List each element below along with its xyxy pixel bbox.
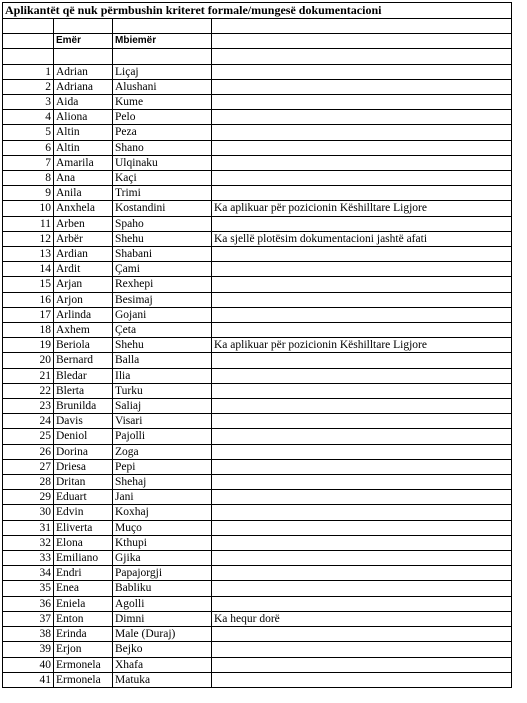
first-name-cell: Eniela: [54, 596, 113, 611]
note-cell: [212, 64, 512, 79]
table-row: [3, 353, 512, 368]
first-name-cell: Arben: [54, 216, 113, 231]
row-number: 18: [3, 323, 54, 338]
note-cell: [212, 125, 512, 140]
note-cell: [212, 79, 512, 94]
table-row: [3, 277, 512, 292]
last-name-cell: Gjika: [113, 551, 212, 566]
row-number: 27: [3, 459, 54, 474]
first-name-cell: Arjan: [54, 277, 113, 292]
first-name-cell: Eliverta: [54, 520, 113, 535]
table-row: [3, 155, 512, 170]
row-number: 39: [3, 642, 54, 657]
row-number: 11: [3, 216, 54, 231]
first-name-cell: Ana: [54, 171, 113, 186]
note-cell: [212, 414, 512, 429]
row-number: 36: [3, 596, 54, 611]
first-name-cell: Arjon: [54, 292, 113, 307]
note-cell: [212, 444, 512, 459]
first-name-cell: Erinda: [54, 627, 113, 642]
first-name-cell: Ermonela: [54, 672, 113, 687]
table-row: [3, 110, 512, 125]
row-number: 31: [3, 520, 54, 535]
table-row: [3, 201, 512, 216]
table-row: [3, 186, 512, 201]
last-name-cell: Kaçi: [113, 171, 212, 186]
row-number: 20: [3, 353, 54, 368]
applicants-sheet: [2, 2, 512, 688]
first-name-cell: Ardian: [54, 247, 113, 262]
first-name-cell: Arbër: [54, 231, 113, 246]
note-cell: Ka sjellë plotësim dokumentacioni jashtë afati: [212, 231, 512, 246]
last-name-cell: Pelo: [113, 110, 212, 125]
last-name-cell: Papajorgji: [113, 566, 212, 581]
row-number: 4: [3, 110, 54, 125]
last-name-cell: Shehu: [113, 338, 212, 353]
note-cell: [212, 672, 512, 687]
first-name-cell: Dritan: [54, 475, 113, 490]
row-number: 29: [3, 490, 54, 505]
first-name-cell: Elona: [54, 535, 113, 550]
table-row: [3, 399, 512, 414]
note-cell: [212, 262, 512, 277]
first-name-cell: Endri: [54, 566, 113, 581]
note-cell: [212, 155, 512, 170]
first-name-cell: Anxhela: [54, 201, 113, 216]
table-row: [3, 79, 512, 94]
row-number: 6: [3, 140, 54, 155]
last-name-cell: Rexhepi: [113, 277, 212, 292]
table-row: [3, 125, 512, 140]
row-number: 23: [3, 399, 54, 414]
note-cell: [212, 490, 512, 505]
last-name-cell: Trimi: [113, 186, 212, 201]
row-number: 5: [3, 125, 54, 140]
table-row: [3, 429, 512, 444]
first-name-cell: Anila: [54, 186, 113, 201]
row-number: 30: [3, 505, 54, 520]
note-cell: [212, 94, 512, 109]
last-name-cell: Kume: [113, 94, 212, 109]
last-name-cell: Koxhaj: [113, 505, 212, 520]
row-number: 40: [3, 657, 54, 672]
note-cell: [212, 475, 512, 490]
first-name-cell: Brunilda: [54, 399, 113, 414]
row-number: 25: [3, 429, 54, 444]
row-number: 38: [3, 627, 54, 642]
note-cell: Ka aplikuar për pozicionin Këshilltare Ligjore: [212, 338, 512, 353]
first-name-cell: Deniol: [54, 429, 113, 444]
first-name-cell: Enton: [54, 611, 113, 626]
applicants-table: [2, 2, 512, 688]
last-name-cell: Matuka: [113, 672, 212, 687]
first-name-cell: Driesa: [54, 459, 113, 474]
last-name-cell: Ilia: [113, 368, 212, 383]
last-name-cell: Zoga: [113, 444, 212, 459]
row-number: 12: [3, 231, 54, 246]
first-name-cell: Dorina: [54, 444, 113, 459]
header-note: [212, 34, 512, 49]
last-name-cell: Turku: [113, 383, 212, 398]
last-name-cell: Jani: [113, 490, 212, 505]
first-name-cell: Erjon: [54, 642, 113, 657]
table-row: [3, 247, 512, 262]
first-name-cell: Eduart: [54, 490, 113, 505]
first-name-cell: Edvin: [54, 505, 113, 520]
last-name-cell: Xhafa: [113, 657, 212, 672]
last-name-cell: Male (Duraj): [113, 627, 212, 642]
row-number: 10: [3, 201, 54, 216]
note-cell: [212, 627, 512, 642]
first-name-cell: Aida: [54, 94, 113, 109]
note-cell: [212, 186, 512, 201]
last-name-cell: Peza: [113, 125, 212, 140]
table-row: [3, 323, 512, 338]
table-row: [3, 171, 512, 186]
row-number: 26: [3, 444, 54, 459]
first-name-cell: Altin: [54, 125, 113, 140]
last-name-cell: Spaho: [113, 216, 212, 231]
table-body: [3, 3, 512, 688]
last-name-cell: Çeta: [113, 323, 212, 338]
note-cell: [212, 520, 512, 535]
header-row: [3, 34, 512, 49]
first-name-cell: Amarila: [54, 155, 113, 170]
first-name-cell: Axhem: [54, 323, 113, 338]
first-name-cell: Altin: [54, 140, 113, 155]
table-row: [3, 368, 512, 383]
note-cell: [212, 383, 512, 398]
row-number: 14: [3, 262, 54, 277]
first-name-cell: Enea: [54, 581, 113, 596]
note-cell: [212, 171, 512, 186]
last-name-cell: Pepi: [113, 459, 212, 474]
table-row: [3, 520, 512, 535]
last-name-cell: Shano: [113, 140, 212, 155]
row-number: 16: [3, 292, 54, 307]
last-name-cell: Babliku: [113, 581, 212, 596]
table-row: [3, 383, 512, 398]
first-name-cell: Adriana: [54, 79, 113, 94]
note-cell: [212, 247, 512, 262]
table-row: [3, 292, 512, 307]
table-row: [3, 566, 512, 581]
table-row: [3, 444, 512, 459]
last-name-cell: Shehaj: [113, 475, 212, 490]
last-name-cell: Dimni: [113, 611, 212, 626]
table-row: [3, 627, 512, 642]
row-number: 34: [3, 566, 54, 581]
note-cell: [212, 216, 512, 231]
row-number: 7: [3, 155, 54, 170]
blank-row: [3, 49, 512, 64]
table-row: [3, 231, 512, 246]
last-name-cell: Shehu: [113, 231, 212, 246]
table-row: [3, 581, 512, 596]
table-row: [3, 262, 512, 277]
row-number: 19: [3, 338, 54, 353]
first-name-cell: Bledar: [54, 368, 113, 383]
table-row: [3, 140, 512, 155]
last-name-cell: Çami: [113, 262, 212, 277]
row-number: 9: [3, 186, 54, 201]
note-cell: [212, 459, 512, 474]
first-name-cell: Ardit: [54, 262, 113, 277]
last-name-cell: Liçaj: [113, 64, 212, 79]
row-number: 37: [3, 611, 54, 626]
first-name-cell: Aliona: [54, 110, 113, 125]
note-cell: [212, 399, 512, 414]
first-name-cell: Emiliano: [54, 551, 113, 566]
last-name-cell: Kostandini: [113, 201, 212, 216]
table-row: [3, 551, 512, 566]
table-row: [3, 475, 512, 490]
sheet-title: Aplikantët që nuk përmbushin kriteret formale/mungesë dokumentacioni: [3, 3, 512, 19]
table-row: [3, 596, 512, 611]
row-number: 28: [3, 475, 54, 490]
last-name-cell: Saliaj: [113, 399, 212, 414]
note-cell: Ka aplikuar për pozicionin Këshilltare Ligjore: [212, 201, 512, 216]
last-name-cell: Pajolli: [113, 429, 212, 444]
last-name-cell: Gojani: [113, 307, 212, 322]
note-cell: [212, 566, 512, 581]
row-number: 22: [3, 383, 54, 398]
first-name-cell: Adrian: [54, 64, 113, 79]
table-row: [3, 64, 512, 79]
table-row: [3, 490, 512, 505]
row-number: 41: [3, 672, 54, 687]
first-name-cell: Arlinda: [54, 307, 113, 322]
blank-row: [3, 19, 512, 34]
table-row: [3, 657, 512, 672]
row-number: 2: [3, 79, 54, 94]
header-num: [3, 34, 54, 49]
first-name-cell: Bernard: [54, 353, 113, 368]
row-number: 21: [3, 368, 54, 383]
row-number: 17: [3, 307, 54, 322]
first-name-cell: Blerta: [54, 383, 113, 398]
note-cell: [212, 581, 512, 596]
row-number: 1: [3, 64, 54, 79]
table-row: [3, 216, 512, 231]
last-name-cell: Muço: [113, 520, 212, 535]
header-last-name: Mbiemër: [113, 34, 212, 49]
table-row: [3, 535, 512, 550]
table-row: [3, 414, 512, 429]
first-name-cell: Ermonela: [54, 657, 113, 672]
row-number: 35: [3, 581, 54, 596]
table-row: [3, 459, 512, 474]
table-row: [3, 307, 512, 322]
row-number: 24: [3, 414, 54, 429]
title-row: [3, 3, 512, 19]
note-cell: [212, 657, 512, 672]
row-number: 32: [3, 535, 54, 550]
note-cell: [212, 505, 512, 520]
note-cell: [212, 642, 512, 657]
last-name-cell: Kthupi: [113, 535, 212, 550]
table-row: [3, 94, 512, 109]
note-cell: [212, 277, 512, 292]
table-row: [3, 505, 512, 520]
note-cell: [212, 110, 512, 125]
row-number: 3: [3, 94, 54, 109]
note-cell: [212, 551, 512, 566]
note-cell: [212, 307, 512, 322]
note-cell: [212, 535, 512, 550]
note-cell: [212, 292, 512, 307]
row-number: 13: [3, 247, 54, 262]
table-row: [3, 338, 512, 353]
row-number: 15: [3, 277, 54, 292]
table-row: [3, 611, 512, 626]
row-number: 33: [3, 551, 54, 566]
header-first-name: Emër: [54, 34, 113, 49]
note-cell: [212, 140, 512, 155]
last-name-cell: Shabani: [113, 247, 212, 262]
first-name-cell: Beriola: [54, 338, 113, 353]
last-name-cell: Visari: [113, 414, 212, 429]
note-cell: [212, 353, 512, 368]
first-name-cell: Davis: [54, 414, 113, 429]
table-row: [3, 672, 512, 687]
note-cell: [212, 368, 512, 383]
last-name-cell: Alushani: [113, 79, 212, 94]
last-name-cell: Bejko: [113, 642, 212, 657]
note-cell: [212, 323, 512, 338]
note-cell: Ka hequr dorë: [212, 611, 512, 626]
last-name-cell: Ulqinaku: [113, 155, 212, 170]
last-name-cell: Agolli: [113, 596, 212, 611]
note-cell: [212, 596, 512, 611]
last-name-cell: Besimaj: [113, 292, 212, 307]
last-name-cell: Balla: [113, 353, 212, 368]
note-cell: [212, 429, 512, 444]
table-row: [3, 642, 512, 657]
row-number: 8: [3, 171, 54, 186]
